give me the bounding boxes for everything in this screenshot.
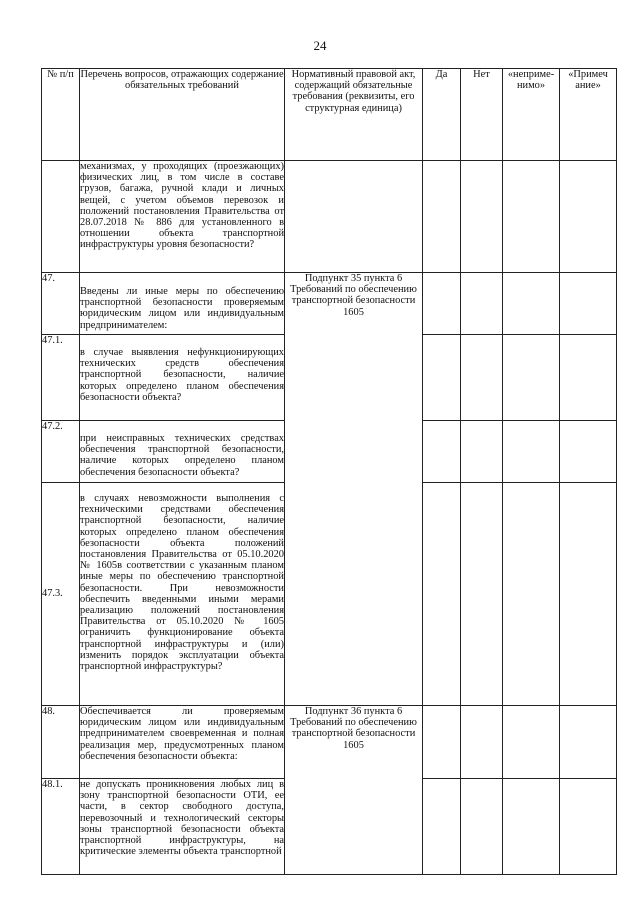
cell-yes[interactable] xyxy=(423,161,461,273)
row-question: при неисправных технических средствах обеспечения транспортной безопасности, наличие которых определено планом обеспечения безопасности объекта? xyxy=(80,421,285,483)
cell-note[interactable] xyxy=(560,161,617,273)
cell-no[interactable] xyxy=(461,161,503,273)
cell-no[interactable] xyxy=(461,421,503,483)
cell-not-applicable[interactable] xyxy=(503,273,560,335)
row-question: Введены ли иные меры по обеспечению транспортной безопасности проверяемым юридическим лицом или индивидуальным предпринимателем: xyxy=(80,273,285,335)
row-number: 48. xyxy=(42,706,80,779)
cell-yes[interactable] xyxy=(423,483,461,706)
cell-yes[interactable] xyxy=(423,706,461,779)
cell-yes[interactable] xyxy=(423,779,461,875)
cell-note[interactable] xyxy=(560,779,617,875)
cell-yes[interactable] xyxy=(423,335,461,421)
cell-note[interactable] xyxy=(560,706,617,779)
header-note: «Примеч ание» xyxy=(560,69,617,161)
cell-not-applicable[interactable] xyxy=(503,421,560,483)
cell-no[interactable] xyxy=(461,779,503,875)
row-norm-group-2: Подпункт 36 пункта 6 Требований по обеспечению транспортной безопасности 1605 xyxy=(285,706,423,875)
cell-no[interactable] xyxy=(461,483,503,706)
table-header-row xyxy=(42,69,617,161)
row-number: 47.3. xyxy=(42,483,80,706)
row-question: механизмах, у проходящих (проезжающих) физических лиц, в том числе в составе грузов, багажа, ручной клади и личных вещей, с учетом объемов перевозок и положений постановления Правительства от 28.07.2018 № 886 для установленного в отношении объекта транспортной инфраструктуры уровня безопасности? xyxy=(80,161,285,273)
cell-yes[interactable] xyxy=(423,421,461,483)
cell-note[interactable] xyxy=(560,335,617,421)
row-norm-group-1: Подпункт 35 пункта 6 Требований по обеспечению транспортной безопасности 1605 xyxy=(285,273,423,706)
row-question: в случаях невозможности выполнения с техническими средствами обеспечения транспортной безопасности, наличие которых определено планом обеспечения безопасности объекта положений постановления Правительства от 05.10.2020 № 1605в соответствии с указанным планом иные меры по обеспечению транспортной безопасности. При невозможности обеспечить введенными иными мерами реализацию положений постановления Правительства от 05.10.2020 № 1605 ограничить функционирование объекта транспортной инфраструктуры и (или) изменить порядок эксплуатации объекта транспортной инфраструктуры? xyxy=(80,483,285,706)
cell-yes[interactable] xyxy=(423,273,461,335)
cell-note[interactable] xyxy=(560,483,617,706)
row-question: Обеспечивается ли проверяемым юридическим лицом или индивидуальным предпринимателем своевременная и полная реализация мер, предусмотренных планом обеспечения безопасности объекта: xyxy=(80,706,285,779)
table-row xyxy=(42,161,617,273)
header-num: № п/п xyxy=(42,69,80,161)
row-question: не допускать проникновения любых лиц в зону транспортной безопасности ОТИ, ее части, в сектор свободного доступа, перевозочный и технологический секторы зоны транспортной безопасности объекта транспортной инфраструктуры, на критические элементы объекта транспортной xyxy=(80,779,285,875)
row-number: 47.2. xyxy=(42,421,80,483)
header-norm: Нормативный правовой акт, содержащий обязательные требования (реквизиты, его структурная единица) xyxy=(285,69,423,161)
row-number: 48.1. xyxy=(42,779,80,875)
cell-note[interactable] xyxy=(560,273,617,335)
cell-not-applicable[interactable] xyxy=(503,779,560,875)
row-number: 47.1. xyxy=(42,335,80,421)
cell-not-applicable[interactable] xyxy=(503,706,560,779)
table-row xyxy=(42,706,617,779)
row-number: 47. xyxy=(42,273,80,335)
row-number xyxy=(42,161,80,273)
row-question: в случае выявления нефункционирующих технических средств обеспечения транспортной безопасности, наличие которых определено планом обеспечения безопасности объекта? xyxy=(80,335,285,421)
header-not-applicable: «неприме-нимо» xyxy=(503,69,560,161)
cell-no[interactable] xyxy=(461,706,503,779)
cell-not-applicable[interactable] xyxy=(503,335,560,421)
header-yes: Да xyxy=(423,69,461,161)
row-norm xyxy=(285,161,423,273)
cell-no[interactable] xyxy=(461,273,503,335)
header-no: Нет xyxy=(461,69,503,161)
cell-no[interactable] xyxy=(461,335,503,421)
header-question: Перечень вопросов, отражающих содержание обязательных требований xyxy=(80,69,285,161)
page-number: 24 xyxy=(313,38,327,53)
cell-not-applicable[interactable] xyxy=(503,483,560,706)
cell-not-applicable[interactable] xyxy=(503,161,560,273)
requirements-checklist-table xyxy=(41,68,617,875)
table-row xyxy=(42,273,617,335)
cell-note[interactable] xyxy=(560,421,617,483)
